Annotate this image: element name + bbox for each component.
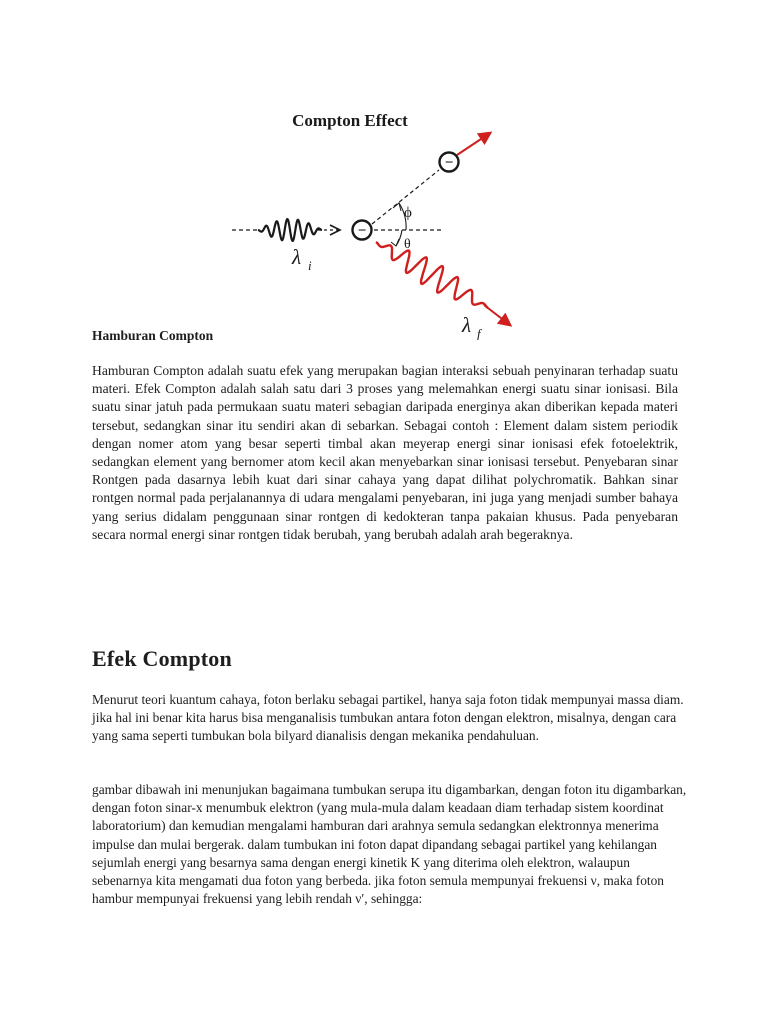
scattered-photon-wave xyxy=(376,242,488,308)
compton-diagram xyxy=(226,100,526,340)
figure-title: Compton Effect xyxy=(292,111,408,130)
paragraph-gambar-tumbukan: gambar dibawah ini menunjukan bagaimana tumbukan serupa itu digambarkan, dengan foton itu digambarkan, dengan foton sinar-x menumbuk elektron (yang mula-mula dalam keadaan diam terhadap sistem koordinat laboratorium) dan kemudian mengalami hamburan dari arahnya semula sedangkan elektronnya menerima impulse dan mulai bergerak. dalam tumbukan ini foton dapat dipandang sebagai partikel yang kehilangan sejumlah energi yang besarnya sama dengan energi kinetik K yang diterima oleh elektron, walaupun sebenarnya kita mengamati dua foton yang berbeda. jika foton semula mempunyai frekuensi ν, maka foton hambur mempunyai frekuensi yang lebih rendah ν′, sehingga: xyxy=(92,782,687,907)
lambda-f-subscript: f xyxy=(477,326,481,340)
theta-arrow-icon xyxy=(391,239,399,246)
scattered-photon-arrow-icon xyxy=(484,305,510,325)
lambda-f-label: λ xyxy=(462,313,472,337)
compton-effect-figure xyxy=(226,100,526,340)
phi-label: ϕ xyxy=(404,205,412,221)
lambda-i-label: λ xyxy=(292,245,302,269)
lambda-i-subscript: i xyxy=(308,258,312,273)
target-electron-sign: − xyxy=(357,223,367,239)
incident-photon-wave xyxy=(258,219,322,241)
recoil-electron-sign: − xyxy=(444,155,454,171)
theta-label: θ xyxy=(404,237,411,252)
paragraph-hamburan-compton: Hamburan Compton adalah suatu efek yang merupakan bagian interaksi sebuah penyinaran terhadap suatu materi. Efek Compton adalah salah satu dari 3 proses yang melemahkan energi suatu sinar ionisasi. Bila suatu sinar jatuh pada permukaan suatu materi sebagian daripada energinya akan diberikan kepada materi tersebut, sedangkan sinar itu sendiri akan di sebarkan. Sebagai contoh : Element dalam sistem periodik dengan nomer atom yang besar seperti timbal akan meyerap energi sinar ionisasi efek fotoelektrik, sedangkan element yang bernomer atom kecil akan menyebarkan sinar ionisasi tersebut. Penyebaran sinar Rontgen pada dasarnya lebih kuat dari sinar cahaya yang dapat dilihat polychromatik. Bahkan sinar rontgen normal pada perjalanannya di udara mengalami penyebaran, ini juga yang menjadi sumber bahaya yang serius didalam penggunaan sinar rontgen di kedokteran tanpa pakaian khusus. Pada penyebaran secara normal energi sinar rontgen tidak berubah, yang berubah adalah arah begeraknya. xyxy=(92,363,678,542)
phi-arrow-icon xyxy=(393,203,401,211)
heading-efek-compton: Efek Compton xyxy=(92,646,232,671)
section-title: Hamburan Compton xyxy=(92,328,214,343)
recoil-electron-arrow-icon xyxy=(457,133,490,155)
paragraph-teori-kuantum: Menurut teori kuantum cahaya, foton berlaku sebagai partikel, hanya saja foton tidak mempunyai massa diam. jika hal ini benar kita harus bisa menganalisis tumbukan antara foton dengan elektron, misalnya, dengan cara yang sama seperti tumbukan bola bilyard dianalisis dengan mekanika pendahuluan. xyxy=(92,692,684,744)
